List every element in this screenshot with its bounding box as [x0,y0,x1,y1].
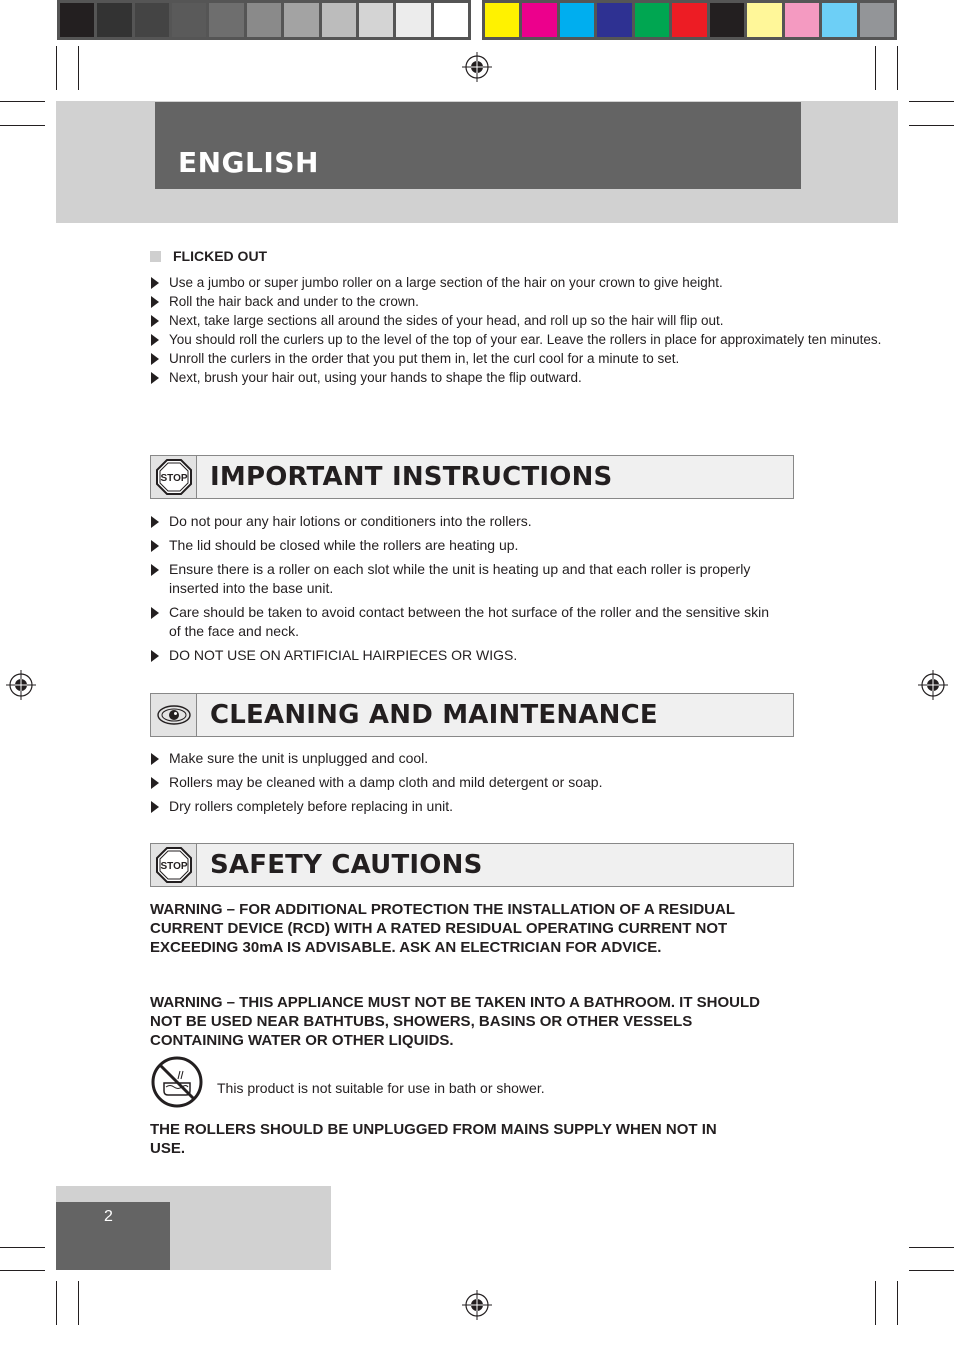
color-swatch [434,3,468,37]
color-swatch [860,3,894,37]
color-swatch [60,3,94,37]
triangle-bullet-icon [151,801,159,813]
triangle-bullet-icon [151,564,159,576]
list-item: Care should be taken to avoid contact between the hot surface of the roller and the sensitive skin of the face and neck. [150,603,770,641]
list-item: Next, brush your hair out, using your hands to shape the flip outward. [150,368,890,387]
color-swatch [710,3,744,37]
list-item: Roll the hair back and under to the crown. [150,292,890,311]
grayscale-bar [57,0,471,40]
crop-mark [897,1281,898,1325]
color-swatch [485,3,519,37]
rcd-warning: WARNING – FOR ADDITIONAL PROTECTION THE INSTALLATION OF A RESIDUAL CURRENT DEVICE (RCD) WITH A RATED RESIDUAL OPERATING CURRENT NOT EXCEEDING 30mA IS ADVISABLE. ASK AN ELECTRICIAN FOR ADVICE. [150,901,735,956]
no-bath-icon [150,1055,204,1109]
triangle-bullet-icon [151,315,159,327]
triangle-bullet-icon [151,296,159,308]
cleaning-list [150,749,770,821]
triangle-bullet-icon [151,353,159,365]
svg-text:STOP: STOP [159,861,188,872]
triangle-bullet-icon [151,540,159,552]
color-swatch [822,3,856,37]
important-instructions-list [150,512,770,670]
section-title: SAFETY CAUTIONS [210,850,483,880]
color-swatch [97,3,131,37]
color-swatch [560,3,594,37]
crop-mark [56,46,57,90]
registration-mark-icon [6,670,36,700]
svg-text:STOP: STOP [159,473,188,484]
eye-icon [155,700,193,730]
crop-mark [0,1270,45,1271]
list-item: Make sure the unit is unplugged and cool. [150,749,770,768]
triangle-bullet-icon [151,372,159,384]
triangle-bullet-icon [151,777,159,789]
triangle-bullet-icon [151,753,159,765]
crop-mark [875,46,876,90]
color-swatch [135,3,169,37]
crop-mark [78,1281,79,1325]
page-title: ENGLISH [178,146,319,179]
triangle-bullet-icon [151,607,159,619]
color-swatch [747,3,781,37]
list-item: Use a jumbo or super jumbo roller on a large section of the hair on your crown to give height. [150,273,890,292]
crop-mark [78,46,79,90]
triangle-bullet-icon [151,277,159,289]
crop-mark [909,125,954,126]
color-swatch [209,3,243,37]
list-item: Next, take large sections all around the sides of your head, and roll up so the hair will flip out. [150,311,890,330]
footer-page-tab [56,1202,170,1270]
color-swatch [247,3,281,37]
color-swatch [322,3,356,37]
color-swatch [672,3,706,37]
color-swatch [785,3,819,37]
triangle-bullet-icon [151,516,159,528]
flicked-out-list [150,273,890,387]
triangle-bullet-icon [151,650,159,662]
crop-mark [0,1247,45,1248]
crop-mark [909,1270,954,1271]
crop-mark [0,101,45,102]
list-item: Dry rollers completely before replacing in unit. [150,797,770,816]
bathroom-warning: WARNING – THIS APPLIANCE MUST NOT BE TAKEN INTO A BATHROOM. IT SHOULD NOT BE USED NEAR BATHTUBS, SHOWERS, BASINS OR OTHER VESSELS CONTAINING WATER OR OTHER LIQUIDS. [150,994,760,1049]
list-item: You should roll the curlers up to the level of the top of your ear. Leave the rollers in place for approximately ten minutes. [150,330,890,349]
stop-sign-icon [155,846,193,884]
flicked-out-heading: FLICKED OUT [173,248,268,264]
section-title: IMPORTANT INSTRUCTIONS [210,462,613,492]
crop-mark [0,125,45,126]
bath-note: This product is not suitable for use in bath or shower. [217,1080,545,1096]
stop-sign-icon [155,458,193,496]
triangle-bullet-icon [151,334,159,346]
color-swatch [359,3,393,37]
color-swatch [284,3,318,37]
registration-mark-icon [462,52,492,82]
registration-mark-icon [918,670,948,700]
list-item: Ensure there is a roller on each slot while the unit is heating up and that each roller is properly inserted into the base unit. [150,560,770,598]
list-item: The lid should be closed while the rollers are heating up. [150,536,770,555]
list-item: Rollers may be cleaned with a damp cloth and mild detergent or soap. [150,773,770,792]
crop-mark [909,1247,954,1248]
square-bullet-icon [150,251,161,262]
color-swatch [635,3,669,37]
cleaning-maintenance-header [150,693,794,737]
color-bar [482,0,897,40]
color-swatch [396,3,430,37]
crop-mark [56,1281,57,1325]
list-item: Do not pour any hair lotions or conditioners into the rollers. [150,512,770,531]
color-swatch [172,3,206,37]
color-swatch [522,3,556,37]
section-title: CLEANING AND MAINTENANCE [210,700,658,730]
color-swatch [597,3,631,37]
safety-cautions-header [150,843,794,887]
crop-mark [875,1281,876,1325]
page-number: 2 [104,1208,113,1225]
registration-mark-icon [462,1290,492,1320]
list-item: Unroll the curlers in the order that you put them in, let the curl cool for a minute to set. [150,349,890,368]
important-instructions-header [150,455,794,499]
crop-mark [897,46,898,90]
list-item: DO NOT USE ON ARTIFICIAL HAIRPIECES OR WIGS. [150,646,770,665]
unplug-warning: THE ROLLERS SHOULD BE UNPLUGGED FROM MAINS SUPPLY WHEN NOT IN USE. [150,1121,717,1157]
crop-mark [909,101,954,102]
